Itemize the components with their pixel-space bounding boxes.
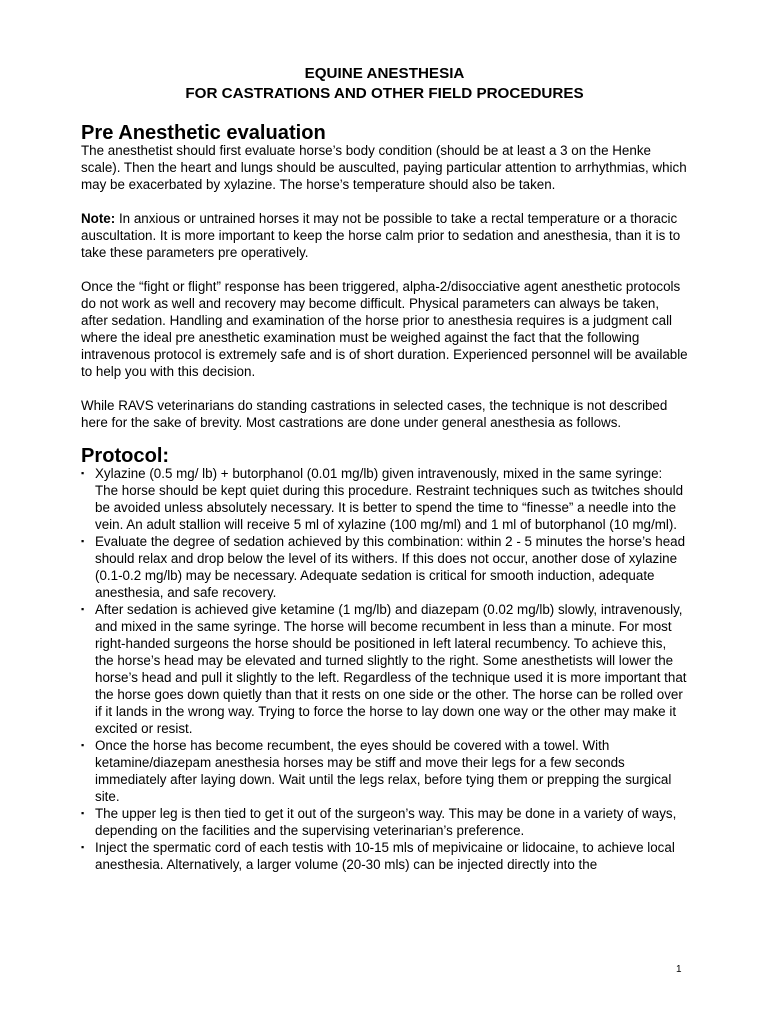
document-title-line2: FOR CASTRATIONS AND OTHER FIELD PROCEDURES	[185, 85, 584, 102]
bullet-icon: ▪	[81, 468, 85, 478]
title-block	[81, 64, 688, 104]
bullet-icon: ▪	[81, 604, 85, 614]
bullet-icon: ▪	[81, 842, 85, 852]
document-page	[81, 64, 688, 873]
note-paragraph	[81, 210, 688, 261]
bullet-icon: ▪	[81, 808, 85, 818]
protocol-item-text: Evaluate the degree of sedation achieved by this combination: within 2 - 5 minutes the horse’s head should relax and drop below the level of its withers. If this does not occur, another dose of xylazine (0.1-0.2 mg/lb) may be necessary. Adequate sedation is critical for smooth induction, adequate anesthesia, and safe recovery.	[95, 534, 686, 600]
protocol-item	[81, 805, 688, 839]
protocol-item	[81, 737, 688, 805]
protocol-item-text: Inject the spermatic cord of each testis with 10-15 mls of mepivicaine or lidocaine, to achieve local anesthesia. Alternatively, a larger volume (20-30 mls) can be injected directly into the	[95, 840, 675, 872]
protocol-item	[81, 533, 688, 601]
protocol-item	[81, 465, 688, 533]
protocol-item-text: After sedation is achieved give ketamine (1 mg/lb) and diazepam (0.02 mg/lb) slowly, intravenously, and mixed in the same syringe. The horse will become recumbent in less than a minute. For most right-handed surgeons the horse should be positioned in left lateral recumbency. To achieve this, the horse’s head may be elevated and turned slightly to the right. Some anesthetists will lower the horse’s head and pull it slightly to the left. Regardless of the technique used it is more important that the horse goes down quietly than that it rests on one side or the other. The horse can be rolled over if it lands in the wrong way. Trying to force the horse to lay down one way or the other may make it excited or resist.	[95, 602, 687, 736]
protocol-item	[81, 839, 688, 873]
note-label: Note:	[81, 211, 116, 226]
protocol-list	[81, 465, 688, 873]
pre-anesthetic-heading: Pre Anesthetic evaluation	[81, 122, 326, 144]
protocol-item-text: The upper leg is then tied to get it out of the surgeon’s way. This may be done in a variety of ways, depending on the facilities and the supervising veterinarian’s preference.	[95, 806, 677, 838]
note-body: In anxious or untrained horses it may not be possible to take a rectal temperature or a thoracic auscultation. It is more important to keep the horse calm prior to sedation and anesthesia, than it is to take these parameters pre operatively.	[81, 211, 681, 260]
bullet-icon: ▪	[81, 740, 85, 750]
protocol-item	[81, 601, 688, 737]
protocol-item-text: Once the horse has become recumbent, the eyes should be covered with a towel. With ketamine/diazepam anesthesia horses may be stiff and move their legs for a few seconds immediately after laying down. Wait until the legs relax, before tying them or prepping the surgical site.	[95, 738, 672, 804]
protocol-item-text: Xylazine (0.5 mg/ lb) + butorphanol (0.01 mg/lb) given intravenously, mixed in the same syringe: The horse should be kept quiet during this procedure. Restraint techniques such as twitches should be avoided unless absolutely necessary. It is better to spend the time to “finesse” a needle into the vein. An adult stallion will receive 5 ml of xylazine (100 mg/ml) and 1 ml of butorphanol (10 mg/ml).	[95, 466, 684, 532]
bullet-icon: ▪	[81, 536, 85, 546]
fight-or-flight-paragraph: Once the “fight or flight” response has been triggered, alpha-2/disocciative agent anesthetic protocols do not work as well and recovery may become difficult. Physical parameters can always be taken, after sedation. Handling and examination of the horse prior to anesthesia requires is a judgment call where the ideal pre anesthetic examination must be weighed against the fact that the following intravenous protocol is extremely safe and is of short duration. Experienced personnel will be available to help you with this decision.	[81, 279, 688, 379]
protocol-heading: Protocol:	[81, 445, 170, 467]
document-title-line1: EQUINE ANESTHESIA	[304, 65, 465, 82]
ravs-paragraph: While RAVS veterinarians do standing castrations in selected cases, the technique is not described here for the sake of brevity. Most castrations are done under general anesthesia as follows.	[81, 398, 668, 430]
pre-anesthetic-paragraph: The anesthetist should first evaluate horse’s body condition (should be at least a 3 on the Henke scale). Then the heart and lungs should be ausculted, paying particular attention to arrhythmias, which may be exacerbated by xylazine. The horse’s temperature should also be taken.	[81, 143, 687, 192]
page-number: 1	[676, 964, 682, 975]
